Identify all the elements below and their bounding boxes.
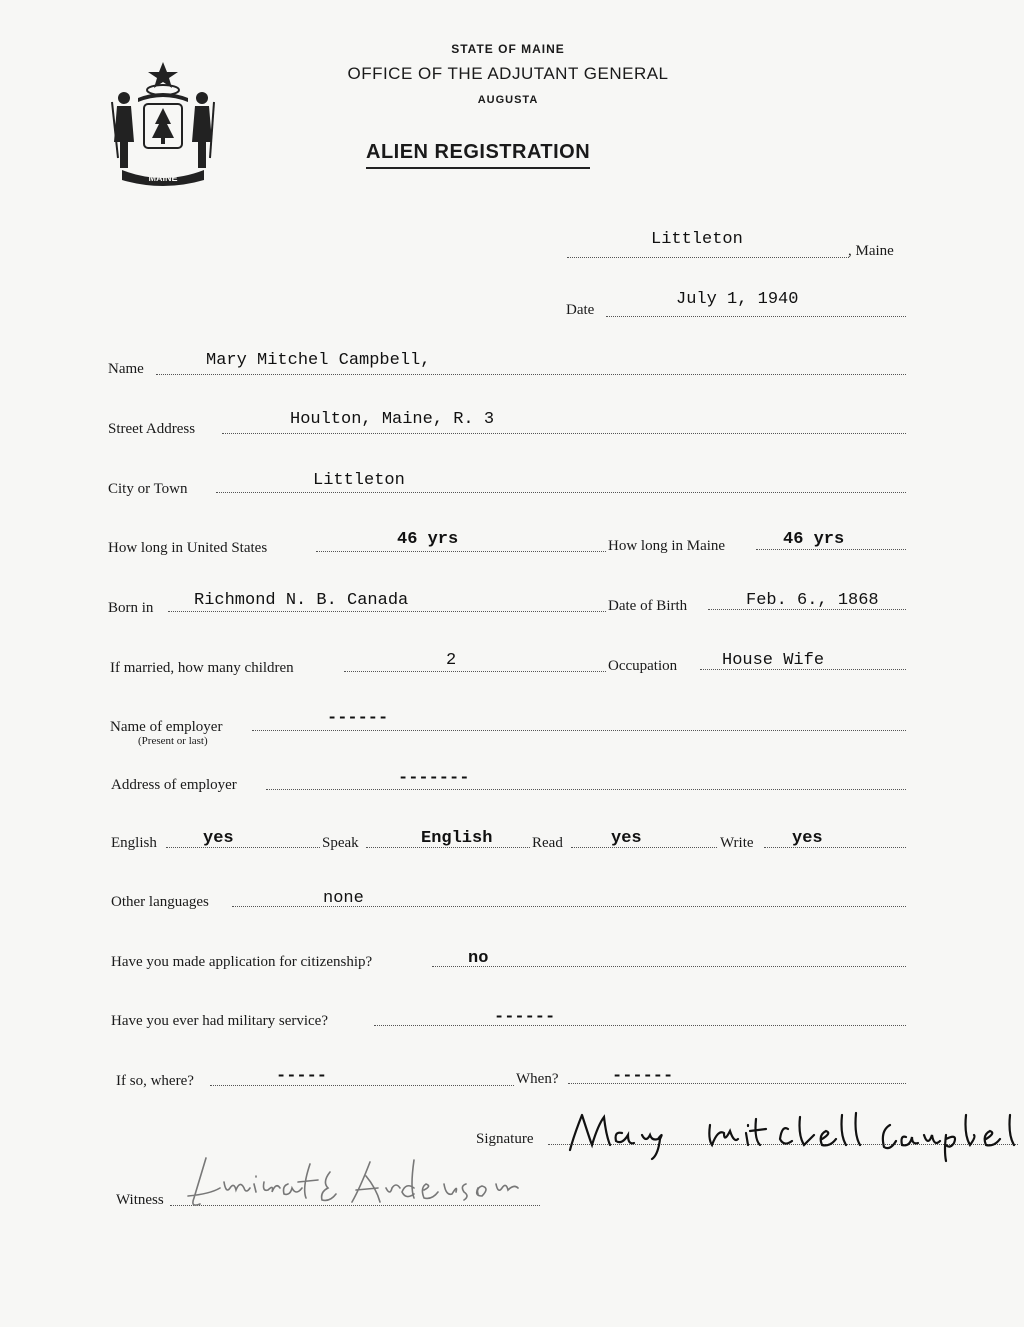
citizenship-label: Have you made application for citizenship? [111, 954, 373, 970]
office-heading: OFFICE OF THE ADJUTANT GENERAL [347, 64, 669, 83]
street-value[interactable]: Houlton, Maine, R. 3 [290, 410, 495, 429]
maine-years-label: How long in Maine [608, 538, 726, 554]
seal-text: MAINE [148, 173, 178, 183]
witness-signature-icon [180, 1148, 540, 1218]
page-title: ALIEN REGISTRATION [366, 141, 590, 169]
read-label: Read [532, 835, 563, 851]
witness-label: Witness [116, 1192, 164, 1208]
maine-years-line [756, 549, 906, 550]
employer-label: Name of employer [110, 719, 223, 735]
date-value[interactable]: July 1, 1940 [676, 290, 799, 309]
town-value[interactable]: Littleton [651, 230, 743, 249]
speak-value[interactable]: English [421, 829, 493, 848]
maine-years-value[interactable]: 46 yrs [783, 530, 845, 549]
where-label: If so, where? [116, 1073, 194, 1089]
employer-address-value[interactable]: ------- [398, 769, 470, 788]
city-label: City or Town [108, 481, 188, 497]
street-line [222, 433, 906, 434]
other-languages-label: Other languages [111, 894, 209, 910]
born-label: Born in [108, 600, 154, 616]
dob-label: Date of Birth [608, 598, 688, 614]
maine-suffix: , Maine [848, 243, 894, 259]
date-line [606, 316, 906, 317]
occupation-label: Occupation [608, 658, 678, 674]
write-label: Write [720, 835, 754, 851]
town-line [567, 257, 849, 258]
name-line [156, 374, 906, 375]
name-value[interactable]: Mary Mitchel Campbell, [206, 351, 431, 370]
us-years-label: How long in United States [108, 540, 268, 556]
handwritten-signature-icon [560, 1095, 1022, 1165]
english-line [166, 847, 320, 848]
children-label: If married, how many children [110, 660, 294, 676]
employer-value[interactable]: ------ [327, 709, 389, 728]
name-label: Name [108, 361, 144, 377]
street-label: Street Address [108, 421, 196, 437]
children-value[interactable]: 2 [446, 651, 457, 670]
when-value[interactable]: ------ [612, 1067, 674, 1086]
citizenship-line [432, 966, 906, 967]
employer-address-label: Address of employer [111, 777, 237, 793]
employer-sublabel: (Present or last) [138, 735, 208, 747]
employer-address-line [266, 789, 906, 790]
where-value[interactable]: ----- [276, 1067, 328, 1086]
occupation-value[interactable]: House Wife [722, 651, 825, 670]
write-value[interactable]: yes [792, 829, 823, 848]
signature-label: Signature [476, 1131, 534, 1147]
state-heading: STATE OF MAINE [451, 42, 565, 56]
born-line [168, 611, 606, 612]
english-value[interactable]: yes [203, 829, 234, 848]
where-line [210, 1085, 514, 1086]
english-label: English [111, 835, 157, 851]
read-value[interactable]: yes [611, 829, 642, 848]
born-value[interactable]: Richmond N. B. Canada [194, 591, 409, 610]
us-years-value[interactable]: 46 yrs [397, 530, 459, 549]
employer-line [252, 730, 906, 731]
write-line [764, 847, 906, 848]
military-line [374, 1025, 906, 1026]
citizenship-value[interactable]: no [468, 949, 489, 968]
when-label: When? [516, 1071, 559, 1087]
date-label: Date [566, 302, 595, 318]
speak-label: Speak [322, 835, 359, 851]
read-line [571, 847, 717, 848]
other-languages-value[interactable]: none [323, 889, 364, 908]
children-line [344, 671, 606, 672]
us-years-line [316, 551, 606, 552]
city-value[interactable]: Littleton [313, 471, 405, 490]
city-line [216, 492, 906, 493]
city-heading: AUGUSTA [477, 94, 539, 106]
military-label: Have you ever had military service? [111, 1013, 328, 1029]
dob-value[interactable]: Feb. 6., 1868 [746, 591, 879, 610]
military-value[interactable]: ------ [494, 1008, 556, 1027]
